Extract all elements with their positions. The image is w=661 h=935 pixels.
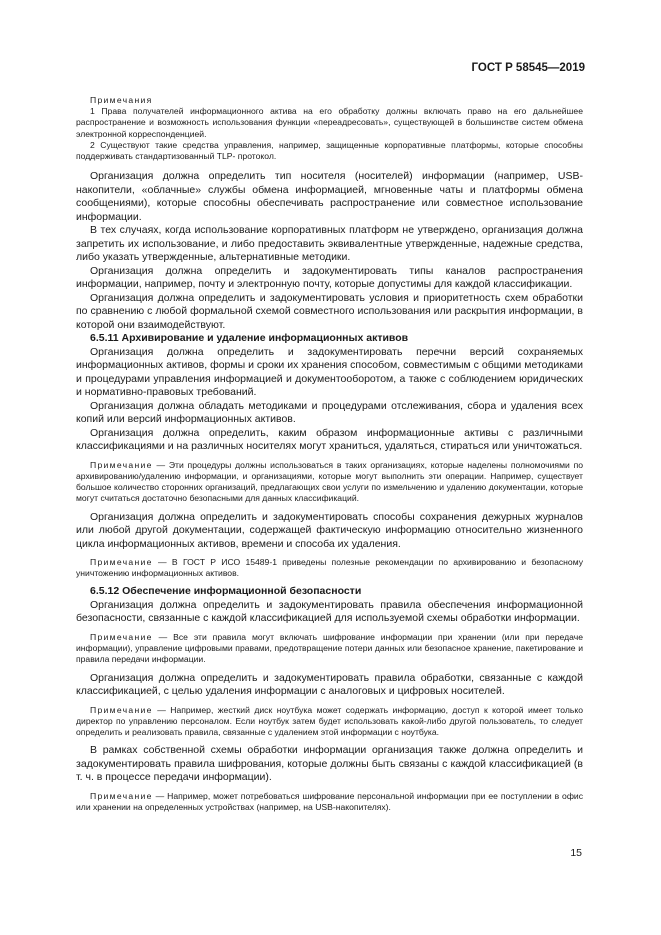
paragraph-6512-2: Организация должна определить и задокументировать правила обработки, связанные с каждой классификацией, с целью удаления информации с аналоговых и цифровых носителей. [76, 671, 583, 698]
section-title-6511: 6.5.11 Архивирование и удаление информационных активов [90, 332, 409, 345]
note-text: — Эти процедуры должны использоваться в таких организациях, которые наделены полномочиями по архивированию/удалению информации, и организациями, которые могут выполнить эти операции. Например, существует большое количество сторонних организаций, предлагающих свои услуги по измельчению и удалению документации, которые могут считаться достаточно безопасными для данных классификаций. [76, 459, 583, 504]
page-number: 15 [570, 847, 582, 859]
paragraph-6511-3: Организация должна определить, каким образом информационные активы с различными классификациями и на различных носителях могут храниться, удаляться, стираться или уничтожаться. [76, 426, 583, 453]
note-label: Примечание [90, 557, 153, 568]
note-6512-3 [76, 791, 583, 813]
page-content [76, 95, 583, 819]
paragraph-6512-1: Организация должна определить и задокументировать правила обеспечения информационной безопасности, связанные с каждой классификацией для используемой схемы обработки информации. [76, 598, 583, 625]
note-6512-1 [76, 632, 583, 666]
note-item-1: 1 Права получателей информационного актива на его обработку должны включать право на его дальнейшее распространение и возможность использования функции «переадресовать», существующей в большинстве систем обмена электронной корреспонденцией. [76, 106, 583, 139]
paragraph-6512-3: В рамках собственной схемы обработки информации организация также должна определить и задокументировать правила шифрования, которые должны быть связаны с каждой классификацией (в т. ч. в процессе передачи информации). [76, 744, 583, 784]
note-label: Примечание [90, 704, 153, 715]
paragraph-6511-journals: Организация должна определить и задокументировать способы сохранения дежурных журналов или любой другой документации, содержащей фактическую информацию относительно жизненного цикла информационных активов, времени и способа их удаления. [76, 510, 583, 550]
note-6511-1 [76, 460, 583, 505]
paragraph-priority: Организация должна определить и задокументировать условия и приоритетность схем обработки по сравнению с любой формальной схемой совместного использования или раскрытия информации, в которой они взаимодействуют. [76, 291, 583, 331]
note-text: — Все эти правила могут включать шифрование информации при хранении (или при передаче информации), управление цифровыми правами, предотвращение потери данных или безопасное хранение, пакетирование и правила передачи информации. [76, 631, 583, 665]
note-text: — Например, жесткий диск ноутбука может содержать информацию, доступ к которой имеет только директор по управлению персоналом. Если ноутбук затем будет использовать какой-либо другой пользователь, то следует определить и реализовать правила, связанные с удалением этой информации с ноутбука. [76, 704, 583, 737]
paragraph-media-types: Организация должна определить тип носителя (носителей) информации (например, USB-накопители, «облачные» службы обмена информацией, мгновенные чаты и платформы обмена сообщениями), которые способны обеспечивать распространение или совместное использование информации. [76, 170, 583, 223]
note-item-2: 2 Существуют такие средства управления, например, защищенные корпоративные платформы, которые способны поддерживать стандартизованный TLP- протокол. [76, 139, 583, 162]
note-label: Примечание [90, 631, 153, 642]
note-label: Примечание [90, 459, 153, 470]
paragraph-6511-2: Организация должна обладать методиками и процедурами отслеживания, сбора и удаления всех копий или версий информационных активов. [76, 399, 583, 426]
note-6512-2 [76, 705, 583, 739]
note-label: Примечание [90, 790, 153, 801]
paragraph-6511-1: Организация должна определить и задокументировать перечни версий сохраняемых информационных активов, формы и сроки их хранения способом, совместимым с общими методиками и процедурами управления информацией и документооборотом, а также с соблюдением юридических и нормативно-правовых требований. [76, 345, 583, 399]
section-title-6512: 6.5.12 Обеспечение информационной безопасности [90, 585, 362, 598]
note-text: — Например, может потребоваться шифрование персональной информации при ее поступлении в офис или хранении на определенных устройствах (например, на USB-накопителях). [76, 790, 583, 812]
notes-top [76, 95, 583, 162]
note-6511-2 [76, 557, 583, 579]
paragraph-platform-ban: В тех случаях, когда использование корпоративных платформ не утверждено, организация должна запретить их использование, и либо предоставить эквивалентные утвержденные, надежные средства, либо указать утвержденные, альтернативные методики. [76, 224, 583, 264]
standard-code: ГОСТ Р 58545—2019 [471, 62, 585, 74]
note-text: — В ГОСТ Р ИСО 15489-1 приведены полезные рекомендации по архивированию и безопасному уничтожению информационных активов. [76, 557, 583, 579]
paragraph-channels: Организация должна определить и задокументировать типы каналов распространения информации, например, почту и электронную почту, которые допустимы для каждой классификации. [76, 264, 583, 291]
notes-heading: Примечания [90, 95, 153, 105]
